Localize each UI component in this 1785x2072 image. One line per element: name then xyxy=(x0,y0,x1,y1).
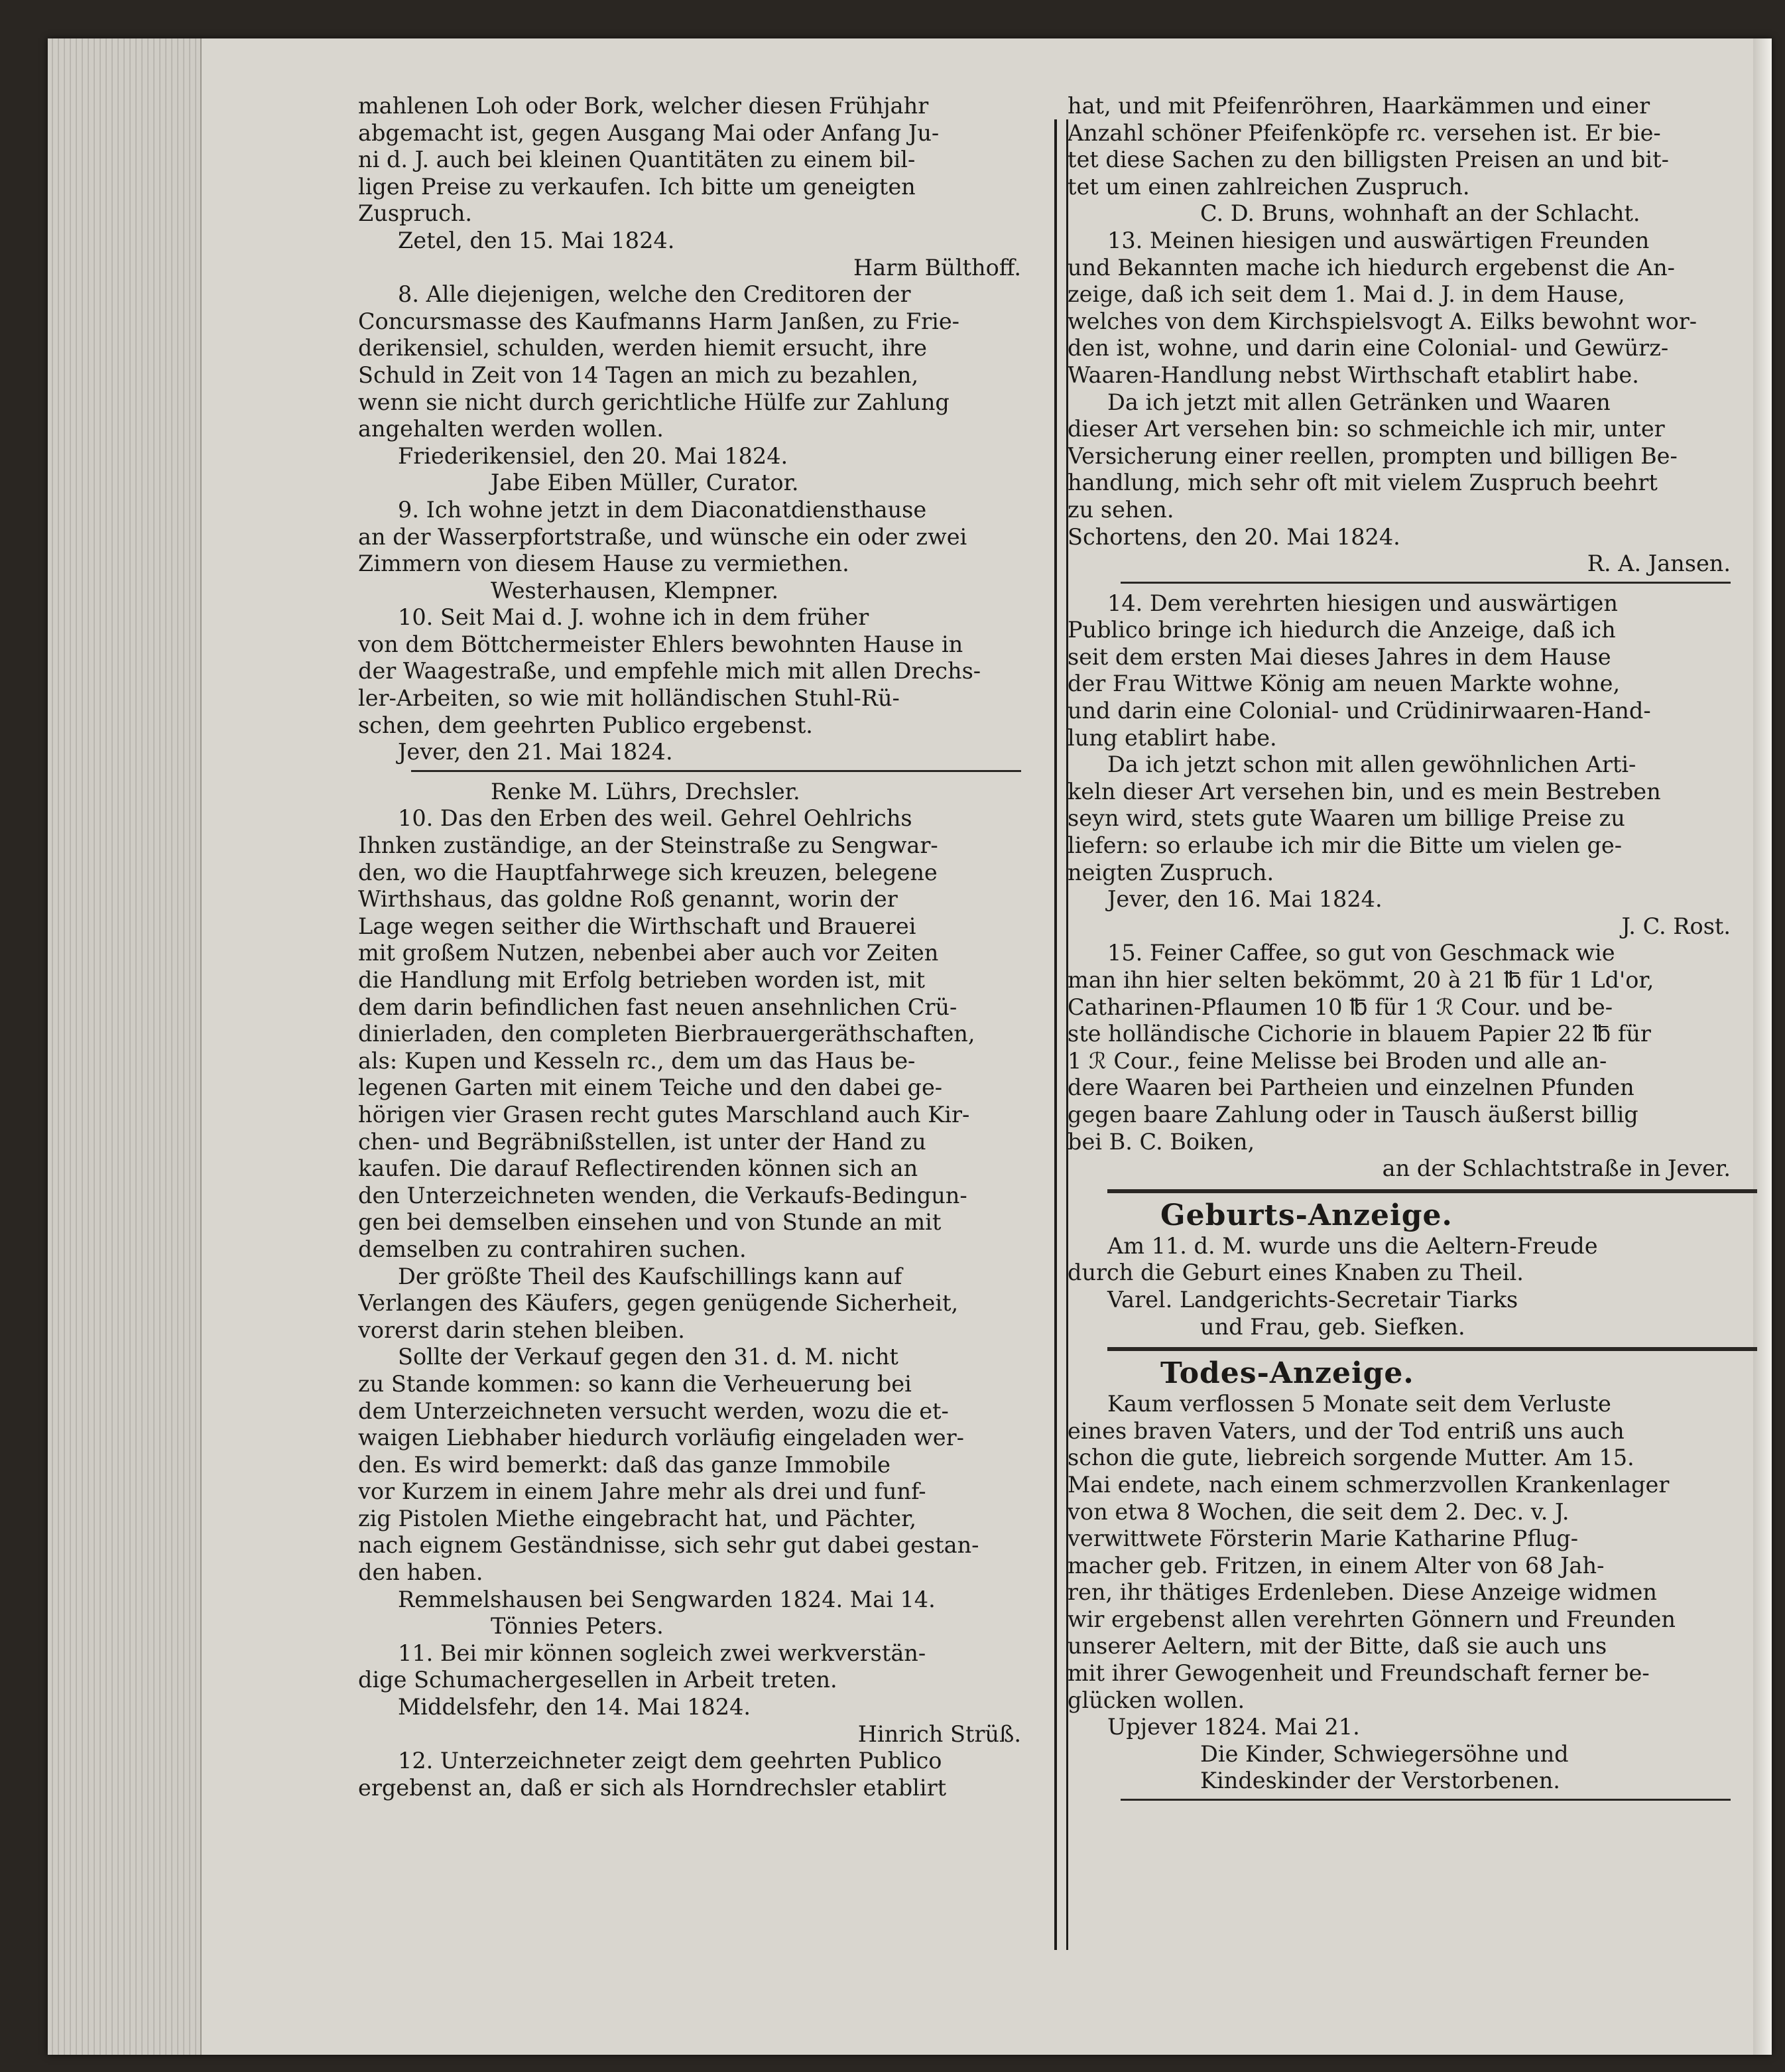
text-line: und Bekannten mache ich hiedurch ergebenst die An- xyxy=(1068,254,1675,281)
text-line: Mai endete, nach einem schmerzvollen Krankenlager xyxy=(1068,1471,1670,1498)
text-line: ren, ihr thätiges Erdenleben. Diese Anzeige widmen xyxy=(1068,1579,1657,1606)
text-line: vor Kurzem in einem Jahre mehr als drei und funf- xyxy=(358,1478,926,1505)
signature: Kindeskinder der Verstorbenen. xyxy=(1200,1768,1560,1794)
text-line: Wirthshaus, das goldne Roß genannt, worin der xyxy=(358,886,898,913)
separator-rule xyxy=(1121,582,1731,584)
text-line: ligen Preise zu verkaufen. Ich bitte um geneigten xyxy=(358,173,916,200)
birth-announcement-heading: Geburts-Anzeige. xyxy=(1160,1198,1453,1232)
text-line: dere Waaren bei Partheien und einzelnen Pfunden xyxy=(1068,1074,1634,1101)
place-date: Schortens, den 20. Mai 1824. xyxy=(1068,523,1400,550)
text-line: unserer Aeltern, mit der Bitte, daß sie auch uns xyxy=(1068,1633,1607,1659)
text-line: zig Pistolen Miethe eingebracht hat, und Pächter, xyxy=(358,1505,917,1531)
text-line: 13. Meinen hiesigen und auswärtigen Freunden xyxy=(1107,227,1650,253)
text-line: zeige, daß ich seit dem 1. Mai d. J. in dem Hause, xyxy=(1068,281,1625,308)
text-line: den Unterzeichneten wenden, die Verkaufs-Bedingun- xyxy=(358,1182,967,1208)
text-line: ler-Arbeiten, so wie mit holländischen Stuhl-Rü- xyxy=(358,685,900,712)
signature: und Frau, geb. Siefken. xyxy=(1200,1313,1465,1340)
signature: J. C. Rost. xyxy=(1621,913,1731,939)
notice-11 xyxy=(358,1640,1048,1748)
text-line: wir ergebenst allen verehrten Gönnern und Freunden xyxy=(1068,1606,1676,1632)
text-line: gen bei demselben einsehen und von Stunde an mit xyxy=(358,1209,942,1236)
signature: Tönnies Peters. xyxy=(491,1613,664,1640)
text-line: ni d. J. auch bei kleinen Quantitäten zu einem bil- xyxy=(358,147,916,173)
text-line: schen, dem geehrten Publico ergebenst. xyxy=(358,712,813,738)
notice-7-continued xyxy=(358,93,1048,281)
signature: R. A. Jansen. xyxy=(1587,550,1731,577)
text-line: Ihnken zuständige, an der Steinstraße zu Sengwar- xyxy=(358,832,938,859)
separator-rule xyxy=(1121,1799,1731,1801)
text-line: liefern: so erlaube ich mir die Bitte um vielen ge- xyxy=(1068,832,1623,859)
text-line: mahlenen Loh oder Bork, welcher diesen Frühjahr xyxy=(358,93,929,119)
text-line: kaufen. Die darauf Reflectirenden können sich an xyxy=(358,1155,918,1182)
notice-13 xyxy=(1068,227,1757,578)
text-line: Am 11. d. M. wurde uns die Aeltern-Freude xyxy=(1107,1232,1598,1259)
text-line: derikensiel, schulden, werden hiemit ersucht, ihre xyxy=(358,335,927,361)
text-line: Verlangen des Käufers, gegen genügende Sicherheit, xyxy=(358,1290,959,1317)
notice-8 xyxy=(358,281,1048,497)
text-line: 14. Dem verehrten hiesigen und auswärtigen xyxy=(1107,590,1618,616)
left-column xyxy=(358,93,1048,1801)
text-line: durch die Geburt eines Knaben zu Theil. xyxy=(1068,1260,1524,1286)
text-line: 9. Ich wohne jetzt in dem Diaconatdiensthause xyxy=(398,496,927,523)
text-line: den. Es wird bemerkt: daß das ganze Immobile xyxy=(358,1451,891,1478)
text-line: Catharinen-Pflaumen 10 ℔ für 1 ℛ Cour. und be- xyxy=(1068,994,1613,1020)
text-line: 11. Bei mir können sogleich zwei werkverstän- xyxy=(398,1640,926,1666)
signature: Hinrich Strüß. xyxy=(857,1720,1021,1747)
notice-15 xyxy=(1068,940,1757,1182)
text-line: legenen Garten mit einem Teiche und den dabei ge- xyxy=(358,1074,943,1101)
text-line: zu Stande kommen: so kann die Verheuerung bei xyxy=(358,1370,912,1397)
place-date: Friederikensiel, den 20. Mai 1824. xyxy=(398,442,788,469)
text-line: Zuspruch. xyxy=(358,200,473,227)
notice-12 xyxy=(358,1748,1048,1801)
text-line: eines braven Vaters, und der Tod entriß uns auch xyxy=(1068,1417,1625,1444)
notice-10b xyxy=(358,805,1048,1640)
text-line: der Waagestraße, und empfehle mich mit allen Drechs- xyxy=(358,658,981,684)
text-line: vorerst darin stehen bleiben. xyxy=(358,1317,685,1343)
text-line: mit ihrer Gewogenheit und Freundschaft ferner be- xyxy=(1068,1660,1650,1687)
text-line: nach eignem Geständnisse, sich sehr gut dabei gestan- xyxy=(358,1532,979,1559)
text-line: handlung, mich sehr oft mit vielem Zuspruch beehrt xyxy=(1068,470,1658,496)
text-line: man ihn hier selten bekömmt, 20 à 21 ℔ für 1 Ld'or, xyxy=(1068,967,1654,993)
text-line: und darin eine Colonial- und Crüdinirwaaren-Hand- xyxy=(1068,698,1651,724)
text-line: waigen Liebhaber hiedurch vorläufig eingeladen wer- xyxy=(358,1425,964,1451)
text-line: von dem Böttchermeister Ehlers bewohnten Hause in xyxy=(358,631,963,657)
text-line: als: Kupen und Kesseln rc., dem um das Haus be- xyxy=(358,1047,916,1074)
text-line: Lage wegen seither die Wirthschaft und Brauerei xyxy=(358,913,916,939)
text-line: ergebenst an, daß er sich als Horndrechsler etablirt xyxy=(358,1774,947,1801)
text-line: tet diese Sachen zu den billigsten Preisen an und bit- xyxy=(1068,147,1669,173)
text-line: wenn sie nicht durch gerichtliche Hülfe zur Zahlung xyxy=(358,389,950,415)
text-line: verwittwete Försterin Marie Katharine Pflug- xyxy=(1068,1525,1579,1552)
place-date: Remmelshausen bei Sengwarden 1824. Mai 14. xyxy=(398,1586,936,1612)
text-line: mit großem Nutzen, nebenbei aber auch vor Zeiten xyxy=(358,940,939,966)
signature: Harm Bülthoff. xyxy=(853,254,1021,281)
text-line: ste holländische Cichorie in blauem Papier 22 ℔ für xyxy=(1068,1021,1651,1047)
notice-14 xyxy=(1068,590,1757,940)
text-line: 8. Alle diejenigen, welche den Creditoren der xyxy=(398,281,911,308)
text-line: Da ich jetzt schon mit allen gewöhnlichen Arti- xyxy=(1107,751,1636,778)
text-line: seyn wird, stets gute Waaren um billige Preise zu xyxy=(1068,805,1625,832)
notice-10a xyxy=(358,604,1048,766)
text-line: die Handlung mit Erfolg betrieben worden ist, mit xyxy=(358,967,925,993)
signature: an der Schlachtstraße in Jever. xyxy=(1382,1155,1731,1182)
place-date: Jever, den 16. Mai 1824. xyxy=(1107,886,1383,913)
place-date: Zetel, den 15. Mai 1824. xyxy=(398,227,675,253)
text-line: Da ich jetzt mit allen Getränken und Waaren xyxy=(1107,389,1611,415)
text-line: dem Unterzeichneten versucht werden, wozu die et- xyxy=(358,1397,949,1424)
section-rule xyxy=(1107,1189,1757,1193)
text-line: zu sehen. xyxy=(1068,496,1174,523)
text-line: tet um einen zahlreichen Zuspruch. xyxy=(1068,173,1470,200)
text-line: abgemacht ist, gegen Ausgang Mai oder Anfang Ju- xyxy=(358,119,940,146)
text-line: 10. Das den Erben des weil. Gehrel Oehlrichs xyxy=(398,805,912,832)
place-date: Jever, den 21. Mai 1824. xyxy=(398,739,673,765)
signature: Die Kinder, Schwiegersöhne und xyxy=(1200,1740,1569,1767)
signature: Jabe Eiben Müller, Curator. xyxy=(491,470,799,496)
notice-9 xyxy=(358,497,1048,604)
text-line: 1 ℛ Cour., feine Melisse bei Broden und alle an- xyxy=(1068,1047,1607,1074)
text-line: Zimmern von diesem Hause zu vermiethen. xyxy=(358,550,849,577)
text-line: Publico bringe ich hiedurch die Anzeige, daß ich xyxy=(1068,617,1616,643)
text-line: angehalten werden wollen. xyxy=(358,416,664,442)
stacked-page-edges xyxy=(48,38,202,2055)
signature: C. D. Bruns, wohnhaft an der Schlacht. xyxy=(1200,200,1640,227)
text-line: Der größte Theil des Kaufschillings kann auf xyxy=(398,1263,902,1289)
text-line: den, wo die Hauptfahrwege sich kreuzen, belegene xyxy=(358,859,938,885)
text-line: bei B. C. Boiken, xyxy=(1068,1128,1255,1155)
place-date: Upjever 1824. Mai 21. xyxy=(1107,1714,1360,1740)
text-line: der Frau Wittwe König am neuen Markte wohne, xyxy=(1068,671,1621,697)
text-line: neigten Zuspruch. xyxy=(1068,859,1274,885)
signature: Renke M. Lührs, Drechsler. xyxy=(491,778,800,805)
text-line: welches von dem Kirchspielsvogt A. Eilks bewohnt wor- xyxy=(1068,308,1697,334)
text-line: an der Wasserpfortstraße, und wünsche ein oder zwei xyxy=(358,523,967,550)
text-line: gegen baare Zahlung oder in Tausch äußerst billig xyxy=(1068,1101,1638,1128)
notice-12-continued xyxy=(1068,93,1757,227)
text-line: 12. Unterzeichneter zeigt dem geehrten Publico xyxy=(398,1748,942,1774)
text-line: von etwa 8 Wochen, die seit dem 2. Dec. v. J. xyxy=(1068,1498,1570,1525)
section-rule xyxy=(1107,1347,1757,1351)
text-line: demselben zu contrahiren suchen. xyxy=(358,1236,747,1262)
text-line: 15. Feiner Caffee, so gut von Geschmack wie xyxy=(1107,940,1615,966)
text-line: macher geb. Fritzen, in einem Alter von 68 Jah- xyxy=(1068,1552,1605,1579)
text-line: keln dieser Art versehen bin, und es mein Bestreben xyxy=(1068,778,1661,805)
text-line: Waaren-Handlung nebst Wirthschaft etablirt habe. xyxy=(1068,361,1639,388)
text-line: dige Schumachergesellen in Arbeit treten. xyxy=(358,1667,837,1693)
text-line: schon die gute, liebreich sorgende Mutter. Am 15. xyxy=(1068,1445,1634,1471)
text-line: hörigen vier Grasen recht gutes Marschland auch Kir- xyxy=(358,1101,970,1128)
text-line: Anzahl schöner Pfeifenköpfe rc. versehen ist. Er bie- xyxy=(1068,119,1661,146)
text-line: Sollte der Verkauf gegen den 31. d. M. nicht xyxy=(398,1344,898,1370)
death-announcement xyxy=(1068,1391,1757,1795)
text-line: glücken wollen. xyxy=(1068,1687,1245,1713)
text-line: Varel. Landgerichts-Secretair Tiarks xyxy=(1107,1286,1518,1313)
death-announcement-heading: Todes-Anzeige. xyxy=(1160,1356,1414,1391)
separator-rule xyxy=(411,770,1021,772)
text-line: Schuld in Zeit von 14 Tagen an mich zu bezahlen, xyxy=(358,361,919,388)
text-line: dieser Art versehen bin: so schmeichle ich mir, unter xyxy=(1068,416,1665,442)
birth-announcement xyxy=(1068,1233,1757,1340)
text-line: den haben. xyxy=(358,1559,483,1586)
text-line: lung etablirt habe. xyxy=(1068,724,1277,751)
signature: Westerhausen, Klempner. xyxy=(491,577,779,604)
text-line: chen- und Begräbnißstellen, ist unter der Hand zu xyxy=(358,1128,926,1155)
column-divider xyxy=(1054,119,1068,1950)
text-line: hat, und mit Pfeifenröhren, Haarkämmen und einer xyxy=(1068,93,1650,119)
text-line: Kaum verflossen 5 Monate seit dem Verluste xyxy=(1107,1391,1611,1417)
text-line: Versicherung einer reellen, prompten und billigen Be- xyxy=(1068,442,1678,469)
text-line: Concursmasse des Kaufmanns Harm Janßen, zu Frie- xyxy=(358,308,959,334)
right-column xyxy=(1068,93,1757,1807)
text-line: seit dem ersten Mai dieses Jahres in dem Hause xyxy=(1068,643,1611,670)
text-line: dinierladen, den completen Bierbrauergeräthschaften, xyxy=(358,1021,975,1047)
place-date: Middelsfehr, den 14. Mai 1824. xyxy=(398,1694,751,1720)
text-line: den ist, wohne, und darin eine Colonial- und Gewürz- xyxy=(1068,335,1669,361)
text-line: 10. Seit Mai d. J. wohne ich in dem früher xyxy=(398,604,869,631)
text-line: dem darin befindlichen fast neuen ansehnlichen Crü- xyxy=(358,994,957,1020)
